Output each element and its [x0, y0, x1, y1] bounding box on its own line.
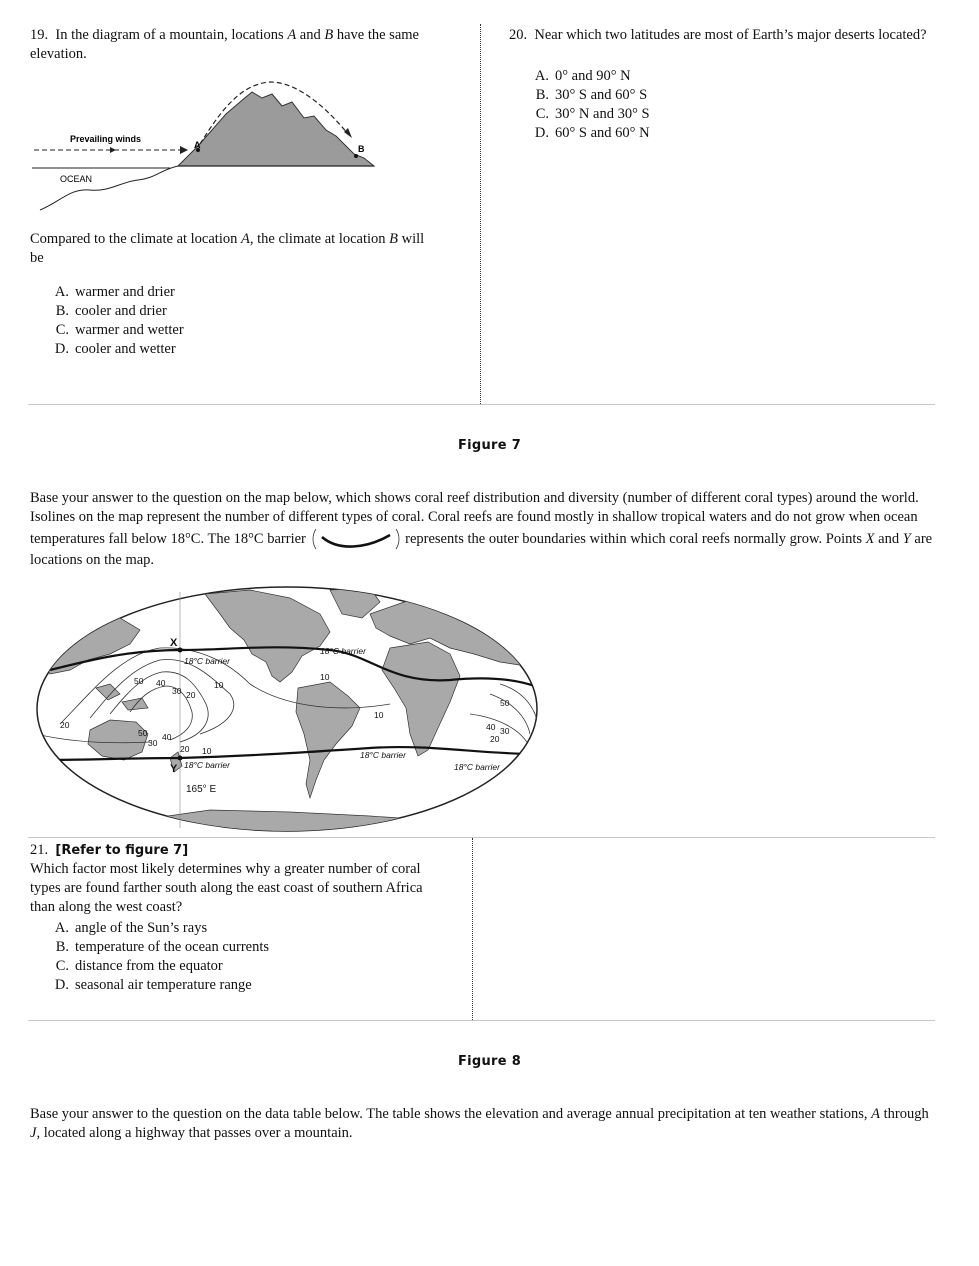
map-label-x: X — [170, 637, 178, 649]
column-divider-bottom — [472, 838, 473, 1020]
q19-choice-d[interactable]: D. cooler and wetter — [54, 341, 176, 357]
barrier-symbol-icon — [310, 527, 402, 551]
q19-choice-c[interactable]: C. warmer and wetter — [55, 322, 184, 338]
q21-figure-ref: [Refer to figure 7] — [55, 843, 189, 858]
isoline-label-1: 10 — [214, 680, 224, 690]
figure-8-intro: Base your answer to the question on the data table below. The table shows the elevation and average annual precipitation at ten weather stations, A through J, located along a highway that passes over a mountain. — [30, 1106, 929, 1141]
isoline-label-11: 10 — [374, 710, 384, 720]
isoline-label-13: 30 — [500, 726, 510, 736]
isoline-label-12: 40 — [486, 722, 496, 732]
ocean-label: OCEAN — [60, 174, 93, 184]
isoline-label-6: 10 — [202, 746, 212, 756]
q19-stem: 19. In the diagram of a mountain, locations A and B have the same elevation. — [30, 27, 419, 62]
q20-choice-a[interactable]: A. 0° and 90° N — [534, 68, 631, 84]
q19-choices — [47, 283, 184, 359]
q21-choice-d[interactable]: D. seasonal air temperature range — [54, 977, 252, 993]
barrier-label-3: 18°C barrier — [184, 760, 230, 770]
column-divider-top — [480, 24, 481, 404]
section-divider-2 — [28, 837, 935, 838]
section-divider-1 — [28, 404, 935, 405]
q21-choices — [47, 919, 269, 995]
barrier-label-4: 18°C barrier — [360, 750, 406, 760]
q19-question: Compared to the climate at location A, the climate at location B will be — [30, 231, 425, 266]
barrier-label-2: 18°C barrier — [320, 646, 366, 656]
map-label-y: Y — [170, 763, 178, 775]
q20-choices — [527, 67, 650, 143]
section-divider-3 — [28, 1020, 935, 1021]
q21-choice-a[interactable]: A. angle of the Sun’s rays — [54, 920, 208, 936]
meridian-label: 165° E — [186, 784, 217, 795]
isoline-label-4: 40 — [156, 678, 166, 688]
diagram-label-b: B — [358, 144, 365, 154]
q21-choice-c[interactable]: C. distance from the equator — [55, 958, 223, 974]
figure-7-title: Figure 7 — [457, 438, 522, 453]
isoline-label-2: 20 — [186, 690, 196, 700]
barrier-label-1: 18°C barrier — [184, 656, 230, 666]
isoline-label-15: 50 — [500, 698, 510, 708]
q21-choice-b[interactable]: B. temperature of the ocean currents — [55, 939, 270, 955]
coastline — [40, 166, 178, 210]
q19-number: 19. — [30, 27, 49, 43]
q21-stem: 21. [Refer to figure 7] Which factor most likely determines why a greater number of coral types are found farther south along the east coast of southern Africa than along the west coast? — [30, 842, 423, 915]
q20-choice-b[interactable]: B. 30° S and 60° S — [535, 87, 648, 103]
isoline-label-8: 30 — [148, 738, 158, 748]
isoline-label-16: 10 — [320, 672, 330, 682]
isoline-label-3: 30 — [172, 686, 182, 696]
q20-stem: 20. Near which two latitudes are most of Earth’s major deserts located? — [509, 27, 927, 43]
isoline-label-7: 20 — [180, 744, 190, 754]
q20-choice-c[interactable]: C. 30° N and 30° S — [535, 106, 650, 122]
q19-choice-a[interactable]: A. warmer and drier — [54, 284, 175, 300]
q21-number: 21. — [30, 842, 49, 858]
figure-8-title: Figure 8 — [457, 1054, 522, 1069]
winds-label: Prevailing winds — [70, 134, 142, 144]
diagram-label-a: A — [194, 140, 201, 150]
mountain-diagram — [30, 72, 380, 220]
isoline-label-5: 50 — [134, 676, 144, 686]
coral-reef-world-map — [30, 584, 545, 834]
isoline-label-9: 40 — [162, 732, 172, 742]
isoline-label-17: 20 — [60, 720, 70, 730]
q20-number: 20. — [509, 27, 528, 43]
isoline-label-14: 20 — [490, 734, 500, 744]
barrier-label-5: 18°C barrier — [454, 762, 500, 772]
q19-choice-b[interactable]: B. cooler and drier — [55, 303, 167, 319]
isoline-label-10: 50 — [138, 728, 148, 738]
figure-7-intro: Base your answer to the question on the map below, which shows coral reef distribution and diversity (number of different coral types) around the world. Isolines on the map represent the number of different types of coral. Coral reefs are found mostly in shallow tropical waters and do not grow when ocean temperatures fall below 18°C. The 18°C barrier represents the outer boundaries within which coral reefs normally grow. Points X and Y are locations on the map. — [30, 490, 933, 568]
q20-choice-d[interactable]: D. 60° S and 60° N — [534, 125, 650, 141]
